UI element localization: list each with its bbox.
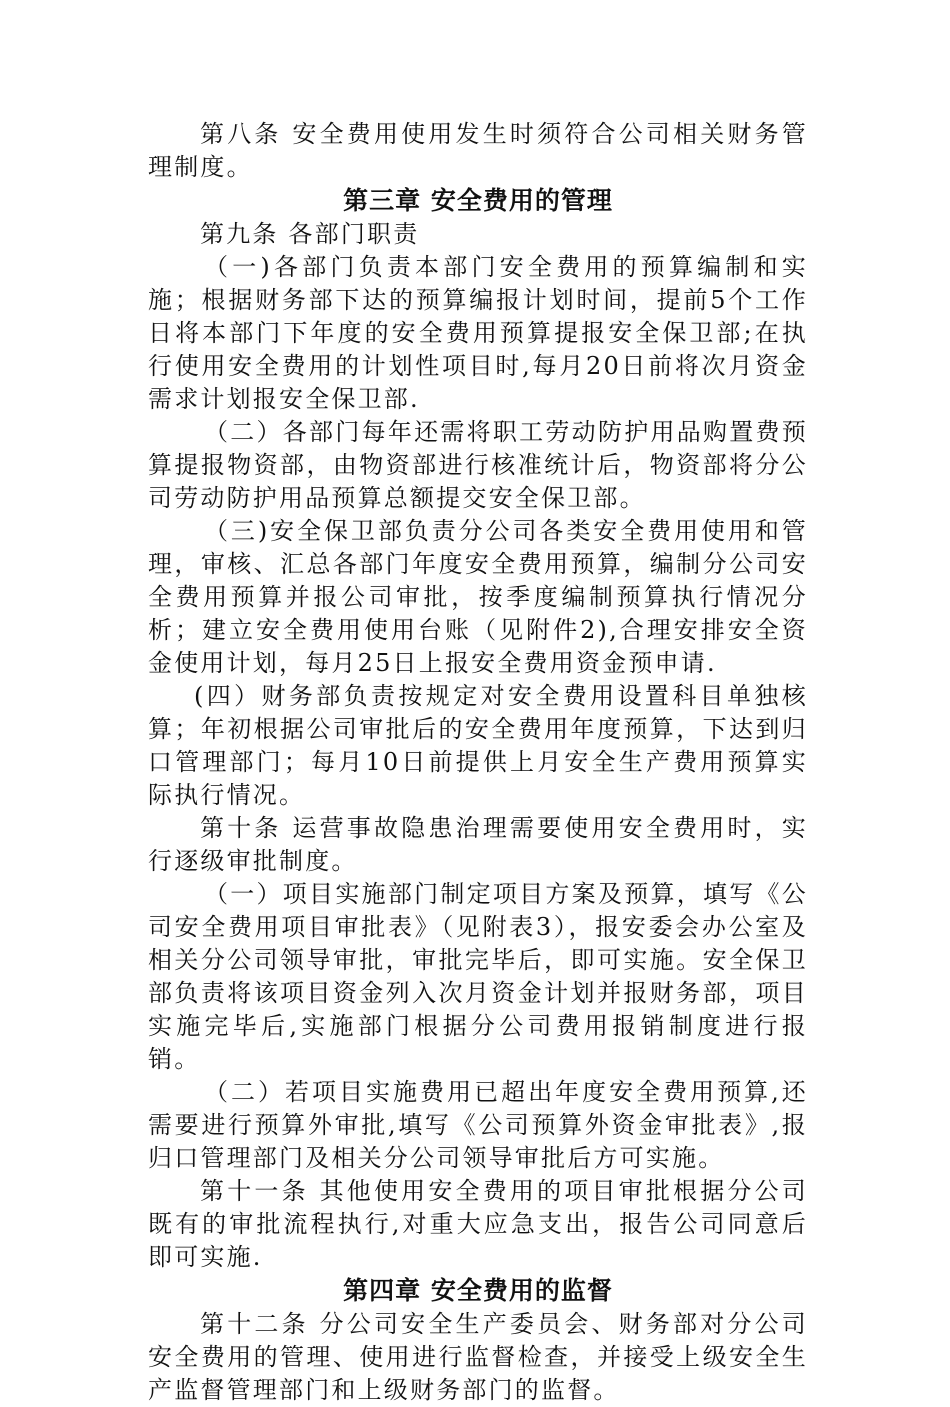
article-9-item-3: （三)安全保卫部负责分公司各类安全费用使用和管理，审核、汇总各部门年度安全费用预算，编制分公司安全费用预算并报公司审批，按季度编制预算执行情况分析；建立安全费用使用台账（见附件2),合理安排安全资金使用计划，每月25日上报安全费用资金预申请. <box>148 517 808 677</box>
article-8: 第八条 安全费用使用发生时须符合公司相关财务管理制度。 <box>148 120 808 181</box>
article-9-title: 第九条 各部门职责 <box>200 220 420 248</box>
article-11: 第十一条 其他使用安全费用的项目审批根据分公司既有的审批流程执行,对重大应急支出，报告公司同意后即可实施. <box>148 1177 808 1271</box>
article-12: 第十二条 分公司安全生产委员会、财务部对分公司安全费用的管理、使用进行监督检查，并接受上级安全生产监督管理部门和上级财务部门的监督。 <box>148 1310 808 1404</box>
article-9-item-1: （一)各部门负责本部门安全费用的预算编制和实施；根据财务部下达的预算编报计划时间，提前5个工作日将本部门下年度的安全费用预算提报安全保卫部;在执行使用安全费用的计划性项目时,每月20日前将次月资金需求计划报安全保卫部. <box>148 253 808 413</box>
article-10: 第十条 运营事故隐患治理需要使用安全费用时，实行逐级审批制度。 <box>148 814 808 875</box>
article-9-item-4: (四）财务部负责按规定对安全费用设置科目单独核算；年初根据公司审批后的安全费用年度预算，下达到归口管理部门；每月10日前提供上月安全生产费用预算实际执行情况。 <box>148 682 808 809</box>
chapter-4-heading: 第四章 安全费用的监督 <box>343 1276 613 1305</box>
document-page <box>148 118 808 1407</box>
article-10-item-1: （一）项目实施部门制定项目方案及预算，填写《公司安全费用项目审批表》（见附表3），报安委会办公室及相关分公司领导审批，审批完毕后，即可实施。安全保卫部负责将该项目资金列入次月资金计划并报财务部，项目实施完毕后,实施部门根据分公司费用报销制度进行报销。 <box>148 880 808 1073</box>
article-10-item-2: （二）若项目实施费用已超出年度安全费用预算,还需要进行预算外审批,填写《公司预算外资金审批表》,报归口管理部门及相关分公司领导审批后方可实施。 <box>148 1078 808 1172</box>
article-9-item-2: （二）各部门每年还需将职工劳动防护用品购置费预算提报物资部，由物资部进行核准统计后，物资部将分公司劳动防护用品预算总额提交安全保卫部。 <box>148 418 808 512</box>
chapter-3-heading: 第三章 安全费用的管理 <box>343 186 613 215</box>
